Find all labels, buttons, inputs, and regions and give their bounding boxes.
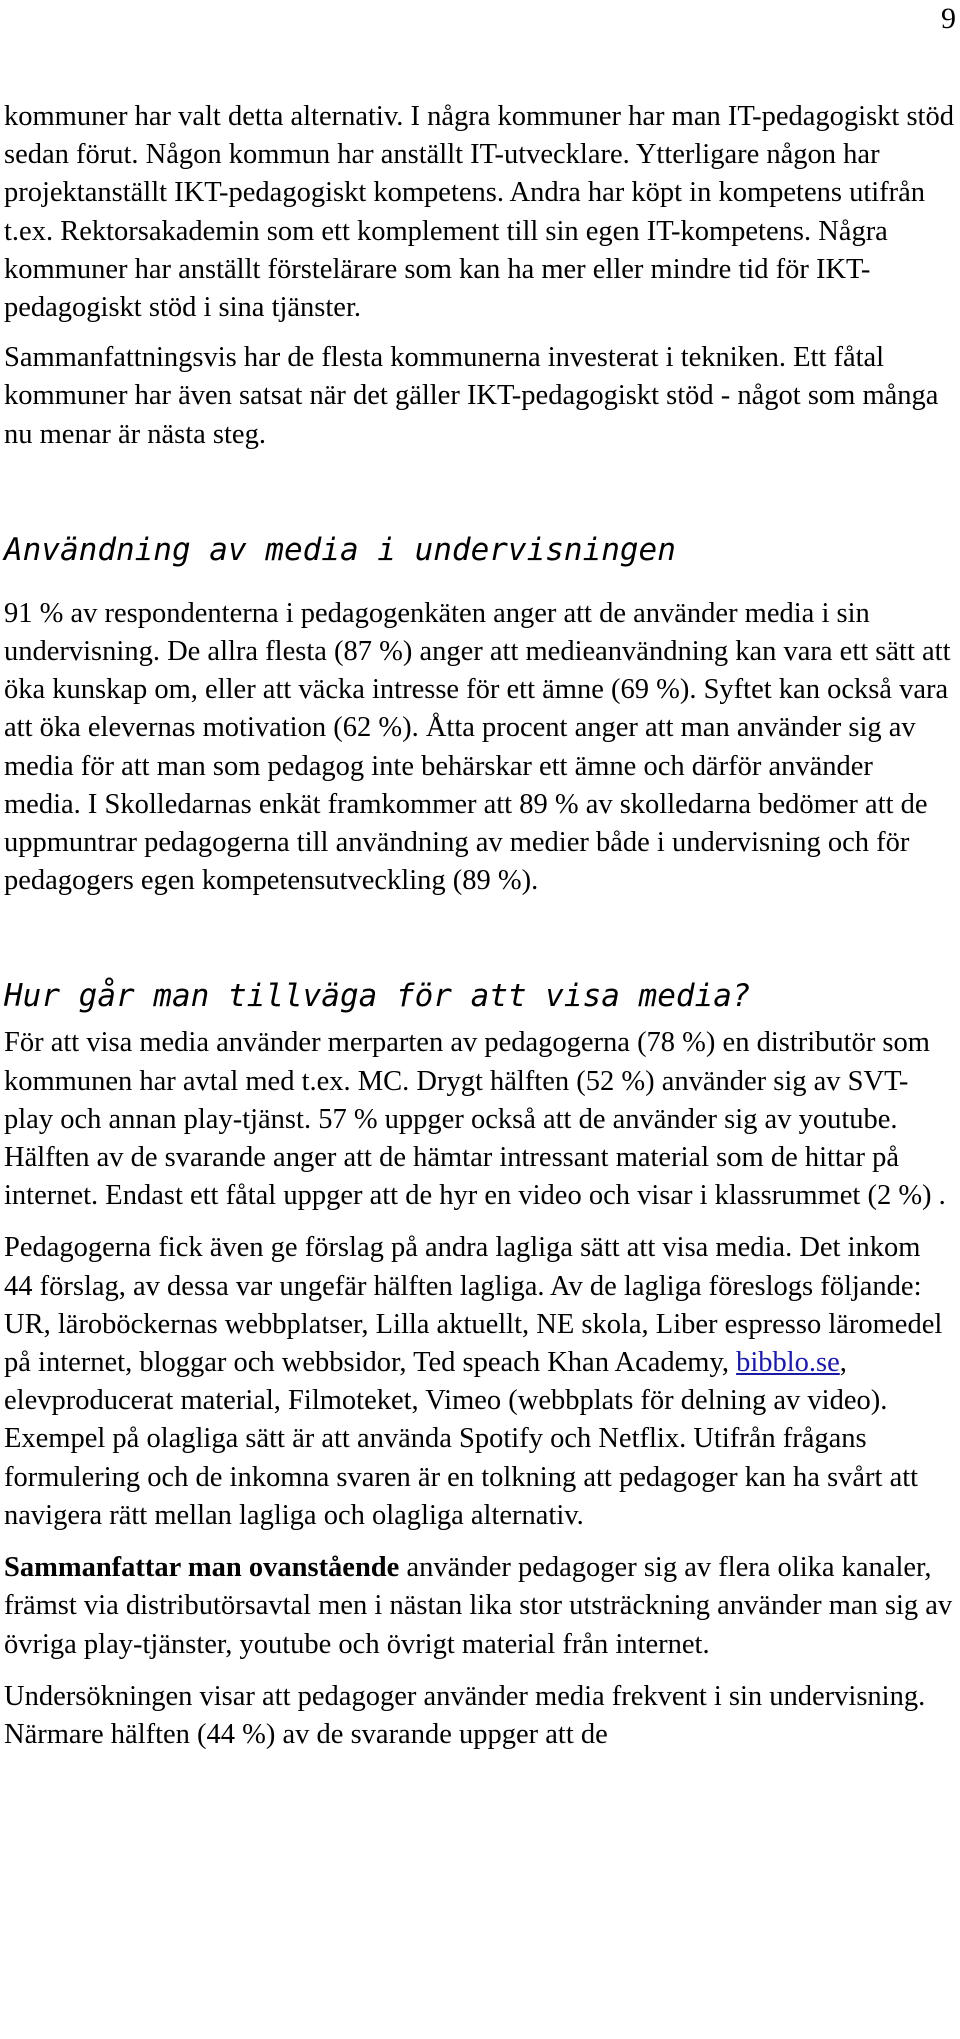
summary-bold-lead: Sammanfattar man ovanstående xyxy=(4,1552,400,1584)
survey-paragraph: Undersökningen visar att pedagoger använder media frekvent i sin undervisning. Närmare hälften (44 %) av de svarande uppger att de xyxy=(4,1680,926,1750)
document-body xyxy=(4,98,954,1754)
how-to-show-paragraph-2 xyxy=(4,1229,954,1535)
how-to-show-paragraph-1: För att visa media använder merparten av pedagogerna (78 %) en distributör som kommunen har avtal med t.ex. MC. Drygt hälften (52 %) använder sig av SVT-play och annan play-tjänst. 57 % uppger också att de använder sig av youtube. Hälften av de svarande anger att de hämtar intressant material som de hittar på internet. Endast ett fåtal uppger att de hyr en video och visar i klassrummet (2 %) . xyxy=(4,1027,946,1212)
section-heading-how-to-show-media: Hur går man tillväga för att visa media? xyxy=(4,978,751,1015)
bibblo-link[interactable]: bibblo.se xyxy=(736,1347,840,1379)
intro-paragraph-2: Sammanfattningsvis har de flesta kommunerna investerat i tekniken. Ett fåtal kommuner har även satsat när det gäller IKT-pedagogiskt stöd - något som många nu menar är nästa steg. xyxy=(4,342,939,450)
section-heading-media-use: Användning av media i undervisningen xyxy=(4,531,676,568)
media-use-paragraph: 91 % av respondenterna i pedagogenkäten anger att de använder media i sin undervisning. De allra flesta (87 %) anger att medieanvändning kan vara ett sätt att öka kunskap om, eller att väcka intresse för ett ämne (69 %). Syftet kan också vara att öka elevernas motivation (62 %). Åtta procent anger att man använder sig av media för att man som pedagog inte behärskar ett ämne och därför använder media. I Skolledarnas enkät framkommer att 89 % av skolledarna bedömer att de uppmuntrar pedagogerna till användning av medier både i undervisning och för pedagogers egen kompetensutveckling (89 %). xyxy=(4,597,951,897)
intro-paragraph-1: kommuner har valt detta alternativ. I några kommuner har man IT-pedagogiskt stöd sedan förut. Någon kommun har anställt IT-utvecklare. Ytterligare någon har projektanställt IKT-pedagogiskt kompetens. Andra har köpt in kompetens utifrån t.ex. Rektorsakademin som ett komplement till sin egen IT-kompetens. Några kommuner har anställt förstelärare som kan ha mer eller mindre tid för IKT-pedagogiskt stöd i sina tjänster. xyxy=(4,101,954,324)
paragraph-text: använder pedagoger sig av flera olika kanaler, främst via distributörsavtal men i nästan lika stor utsträckning använder man sig av övriga play-tjänster, youtube och övrigt material från internet. xyxy=(4,1552,953,1660)
paragraph-text: , elevproducerat material, Filmoteket, Vimeo (webbplats för delning av video). Exempel på olagliga sätt är att använda Spotify och Netflix. Utifrån frågans formulering och de inkomna svaren är en tolkning att pedagoger kan ha svårt att navigera rätt mellan lagliga och olagliga alternativ. xyxy=(4,1347,919,1531)
summary-paragraph xyxy=(4,1549,954,1664)
page-number: 9 xyxy=(941,2,956,35)
paragraph-text: Pedagogerna fick även ge förslag på andra lagliga sätt att visa media. Det inkom 44 förslag, av dessa var ungefär hälften lagliga. Av de lagliga föreslogs följande: UR, läroböckernas webbplatser, Lilla aktuellt, NE skola, Liber espresso läromedel på internet, bloggar och webbsidor, Ted speach Khan Academy, xyxy=(4,1232,943,1379)
